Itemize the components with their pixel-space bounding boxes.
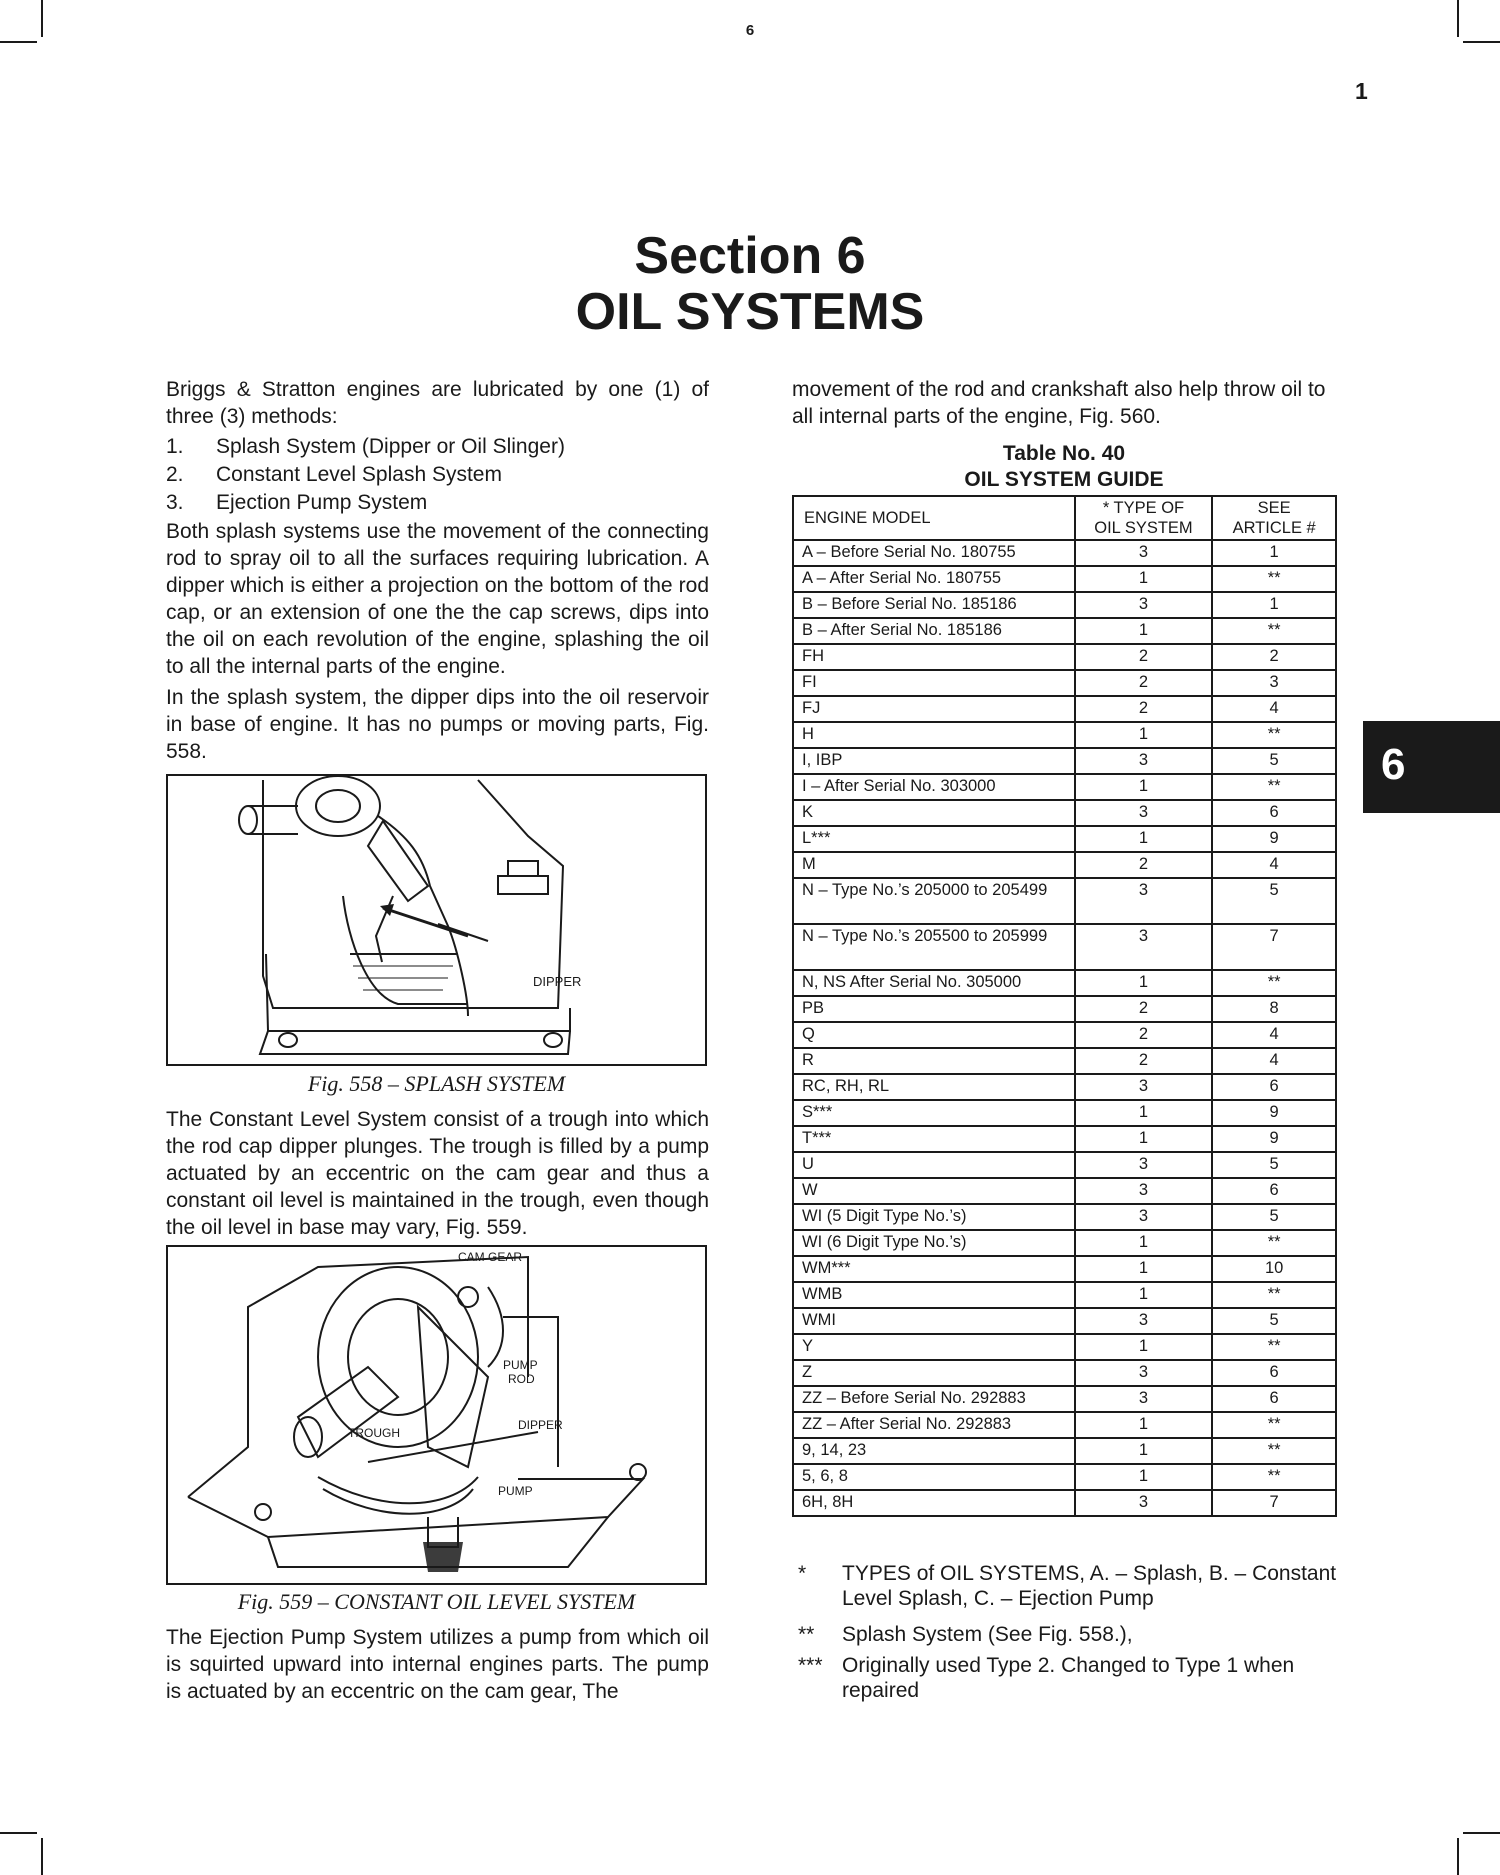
table-row	[793, 1490, 1336, 1516]
model-cell: R	[793, 1048, 1075, 1074]
type-cell: 3	[1075, 800, 1213, 826]
model-cell: T***	[793, 1126, 1075, 1152]
pump-label: PUMP	[498, 1484, 533, 1498]
table-row	[793, 1230, 1336, 1256]
model-cell: B – After Serial No. 185186	[793, 618, 1075, 644]
type-cell: 3	[1075, 1152, 1213, 1178]
article-cell: 1	[1212, 540, 1336, 566]
model-cell: WMI	[793, 1308, 1075, 1334]
methods-list	[166, 433, 709, 517]
dipper-label: DIPPER	[518, 1418, 563, 1432]
splash-paragraph: Both splash systems use the movement of the connecting rod to spray oil to all the surfaces requiring lubrication. A dipper which is either a projection on the bottom of the rod cap, or an extension of one the the cap screws, dips into the oil on each revolution of the engine, splashing the oil to all the internal parts of the engine.	[166, 520, 709, 678]
article-cell: **	[1212, 970, 1336, 996]
article-cell: 9	[1212, 1126, 1336, 1152]
crop-mark	[1463, 1832, 1500, 1834]
model-cell: A – Before Serial No. 180755	[793, 540, 1075, 566]
article-cell: 6	[1212, 1178, 1336, 1204]
type-cell: 3	[1075, 592, 1213, 618]
article-cell: 6	[1212, 1386, 1336, 1412]
table-row	[793, 852, 1336, 878]
model-cell: N, NS After Serial No. 305000	[793, 970, 1075, 996]
table-row	[793, 1282, 1336, 1308]
intro-paragraph: Briggs & Stratton engines are lubricated by one (1) of three (3) methods:	[166, 378, 709, 428]
article-cell: 9	[1212, 1100, 1336, 1126]
article-cell: **	[1212, 1412, 1336, 1438]
model-cell: PB	[793, 996, 1075, 1022]
article-cell: 6	[1212, 1074, 1336, 1100]
type-cell: 1	[1075, 566, 1213, 592]
table-row	[793, 618, 1336, 644]
header-see-article: SEE ARTICLE #	[1212, 496, 1336, 540]
running-header-number: 6	[745, 22, 755, 39]
ejection-paragraph: The Ejection Pump System utilizes a pump from which oil is squirted upward into internal engines parts. The pump is actuated by an eccentric on the cam gear, The	[166, 1626, 709, 1703]
type-cell: 1	[1075, 722, 1213, 748]
type-cell: 3	[1075, 878, 1213, 924]
model-cell: WMB	[793, 1282, 1075, 1308]
model-cell: ZZ – After Serial No. 292883	[793, 1412, 1075, 1438]
table-row	[793, 1100, 1336, 1126]
figure-559	[166, 1245, 707, 1585]
model-cell: ZZ – Before Serial No. 292883	[793, 1386, 1075, 1412]
model-cell: Y	[793, 1334, 1075, 1360]
type-cell: 1	[1075, 1334, 1213, 1360]
article-cell: 4	[1212, 1022, 1336, 1048]
table-caption	[792, 441, 1336, 493]
article-cell: **	[1212, 618, 1336, 644]
type-cell: 3	[1075, 540, 1213, 566]
model-cell: N – Type No.’s 205500 to 205999	[793, 924, 1075, 970]
article-cell: **	[1212, 1438, 1336, 1464]
table-row	[793, 670, 1336, 696]
table-title: OIL SYSTEM GUIDE	[964, 468, 1164, 491]
article-cell: 5	[1212, 878, 1336, 924]
type-cell: 1	[1075, 826, 1213, 852]
table-header-row	[793, 496, 1336, 540]
model-cell: M	[793, 852, 1075, 878]
model-cell: I, IBP	[793, 748, 1075, 774]
table-row	[793, 1308, 1336, 1334]
article-cell: 3	[1212, 670, 1336, 696]
article-cell: 5	[1212, 1152, 1336, 1178]
table-row	[793, 1256, 1336, 1282]
type-cell: 3	[1075, 1204, 1213, 1230]
model-cell: S***	[793, 1100, 1075, 1126]
model-cell: RC, RH, RL	[793, 1074, 1075, 1100]
model-cell: FH	[793, 644, 1075, 670]
crop-mark	[0, 41, 37, 43]
article-cell: **	[1212, 1464, 1336, 1490]
table-row	[793, 1334, 1336, 1360]
type-cell: 1	[1075, 1256, 1213, 1282]
table-number: Table No. 40	[1002, 442, 1126, 465]
section-tab-number: 6	[1381, 740, 1406, 789]
table-row	[793, 878, 1336, 924]
article-cell: 4	[1212, 1048, 1336, 1074]
type-cell: 3	[1075, 1178, 1213, 1204]
list-item: 2. Constant Level Splash System	[166, 463, 502, 486]
article-cell: 10	[1212, 1256, 1336, 1282]
splash-system-illustration	[168, 776, 705, 1064]
table-row	[793, 1152, 1336, 1178]
table-row	[793, 592, 1336, 618]
type-cell: 1	[1075, 970, 1213, 996]
table-row	[793, 696, 1336, 722]
model-cell: 9, 14, 23	[793, 1438, 1075, 1464]
type-cell: 1	[1075, 618, 1213, 644]
table-row	[793, 1464, 1336, 1490]
article-cell: 7	[1212, 1490, 1336, 1516]
table-row	[793, 774, 1336, 800]
model-cell: A – After Serial No. 180755	[793, 566, 1075, 592]
type-cell: 2	[1075, 670, 1213, 696]
type-cell: 1	[1075, 1438, 1213, 1464]
table-row	[793, 924, 1336, 970]
type-cell: 1	[1075, 1100, 1213, 1126]
type-cell: 2	[1075, 1022, 1213, 1048]
table-row	[793, 1386, 1336, 1412]
article-cell: **	[1212, 1230, 1336, 1256]
table-row	[793, 996, 1336, 1022]
table-row	[793, 722, 1336, 748]
fig-558-caption: Fig. 558 – SPLASH SYSTEM	[307, 1071, 566, 1096]
table-row	[793, 1438, 1336, 1464]
constant-level-paragraph: The Constant Level System consist of a trough into which the rod cap dipper plunges. The trough is filled by a pump actuated by an eccentric on the cam gear and thus a constant oil level is maintained in the trough, even though the oil level in base may vary, Fig. 559.	[166, 1108, 709, 1239]
article-cell: **	[1212, 1282, 1336, 1308]
type-cell: 2	[1075, 1048, 1213, 1074]
type-cell: 3	[1075, 1386, 1213, 1412]
table-row	[793, 800, 1336, 826]
table-row	[793, 1074, 1336, 1100]
article-cell: 5	[1212, 1308, 1336, 1334]
type-cell: 3	[1075, 1074, 1213, 1100]
dipper-paragraph: In the splash system, the dipper dips into the oil reservoir in base of engine. It has no pumps or moving parts, Fig. 558.	[166, 686, 709, 763]
article-cell: **	[1212, 774, 1336, 800]
article-cell: 9	[1212, 826, 1336, 852]
header-engine-model: ENGINE MODEL	[793, 496, 1075, 540]
model-cell: FI	[793, 670, 1075, 696]
model-cell: I – After Serial No. 303000	[793, 774, 1075, 800]
table-row	[793, 826, 1336, 852]
type-cell: 1	[1075, 1282, 1213, 1308]
section-heading: OIL SYSTEMS	[575, 283, 925, 341]
model-cell: H	[793, 722, 1075, 748]
type-cell: 2	[1075, 644, 1213, 670]
model-cell: B – Before Serial No. 185186	[793, 592, 1075, 618]
article-cell: 7	[1212, 924, 1336, 970]
article-cell: 4	[1212, 696, 1336, 722]
table-row	[793, 1048, 1336, 1074]
table-row	[793, 540, 1336, 566]
article-cell: 2	[1212, 644, 1336, 670]
model-cell: WI (6 Digit Type No.’s)	[793, 1230, 1075, 1256]
table-row	[793, 970, 1336, 996]
table-body	[793, 540, 1336, 1516]
table-row	[793, 1204, 1336, 1230]
table-row	[793, 1360, 1336, 1386]
type-cell: 1	[1075, 1464, 1213, 1490]
page-number: 1	[1355, 78, 1368, 104]
figure-558	[166, 774, 707, 1066]
model-cell: U	[793, 1152, 1075, 1178]
crop-mark	[1463, 41, 1500, 43]
cam-gear-label: CAM GEAR	[458, 1250, 523, 1264]
table-row	[793, 1022, 1336, 1048]
type-cell: 3	[1075, 1360, 1213, 1386]
crop-mark	[0, 1832, 37, 1834]
model-cell: WM***	[793, 1256, 1075, 1282]
continuation-paragraph: movement of the rod and crankshaft also help throw oil to all internal parts of the engine, Fig. 560.	[792, 378, 1326, 428]
list-item: 1. Splash System (Dipper or Oil Slinger)	[166, 435, 565, 458]
fig-559-caption: Fig. 559 – CONSTANT OIL LEVEL SYSTEM	[237, 1589, 636, 1614]
type-cell: 3	[1075, 1490, 1213, 1516]
table-row	[793, 748, 1336, 774]
table-row	[793, 566, 1336, 592]
model-cell: WI (5 Digit Type No.’s)	[793, 1204, 1075, 1230]
footnote: * TYPES of OIL SYSTEMS, A. – Splash, B. – Constant Level Splash, C. – Ejection Pump	[798, 1562, 1337, 1610]
table-row	[793, 1412, 1336, 1438]
crop-mark	[1457, 1838, 1459, 1875]
article-cell: **	[1212, 566, 1336, 592]
article-cell: **	[1212, 722, 1336, 748]
footnote: ** Splash System (See Fig. 558.),	[798, 1623, 1133, 1646]
type-cell: 3	[1075, 748, 1213, 774]
type-cell: 1	[1075, 1412, 1213, 1438]
article-cell: 5	[1212, 748, 1336, 774]
article-cell: 8	[1212, 996, 1336, 1022]
type-cell: 1	[1075, 774, 1213, 800]
header-type-of-oil-system: * TYPE OF OIL SYSTEM	[1075, 496, 1213, 540]
model-cell: K	[793, 800, 1075, 826]
model-cell: Q	[793, 1022, 1075, 1048]
article-cell: 5	[1212, 1204, 1336, 1230]
article-cell: 6	[1212, 1360, 1336, 1386]
constant-oil-level-illustration	[168, 1247, 705, 1583]
crop-mark	[41, 1838, 43, 1875]
type-cell: 1	[1075, 1126, 1213, 1152]
table-row	[793, 1178, 1336, 1204]
table-row	[793, 1126, 1336, 1152]
pump-rod-label: ROD	[508, 1372, 535, 1386]
article-cell: 1	[1212, 592, 1336, 618]
type-cell: 2	[1075, 696, 1213, 722]
type-cell: 2	[1075, 996, 1213, 1022]
section-label: Section 6	[634, 227, 866, 285]
model-cell: 5, 6, 8	[793, 1464, 1075, 1490]
article-cell: **	[1212, 1334, 1336, 1360]
model-cell: Z	[793, 1360, 1075, 1386]
model-cell: L***	[793, 826, 1075, 852]
article-cell: 4	[1212, 852, 1336, 878]
footnote: *** Originally used Type 2. Changed to Type 1 when repaired	[798, 1654, 1295, 1702]
model-cell: FJ	[793, 696, 1075, 722]
pump-rod-label: PUMP	[503, 1358, 538, 1372]
model-cell: W	[793, 1178, 1075, 1204]
type-cell: 2	[1075, 852, 1213, 878]
type-cell: 1	[1075, 1230, 1213, 1256]
table-row	[793, 644, 1336, 670]
list-item: 3. Ejection Pump System	[166, 491, 428, 514]
model-cell: 6H, 8H	[793, 1490, 1075, 1516]
dipper-label: DIPPER	[533, 974, 582, 989]
model-cell: N – Type No.’s 205000 to 205499	[793, 878, 1075, 924]
section-tab-marker	[1363, 721, 1500, 813]
page-title	[0, 228, 1500, 340]
type-cell: 3	[1075, 1308, 1213, 1334]
article-cell: 6	[1212, 800, 1336, 826]
type-cell: 3	[1075, 924, 1213, 970]
oil-system-guide-table	[792, 495, 1337, 1517]
trough-label: TROUGH	[348, 1426, 400, 1440]
